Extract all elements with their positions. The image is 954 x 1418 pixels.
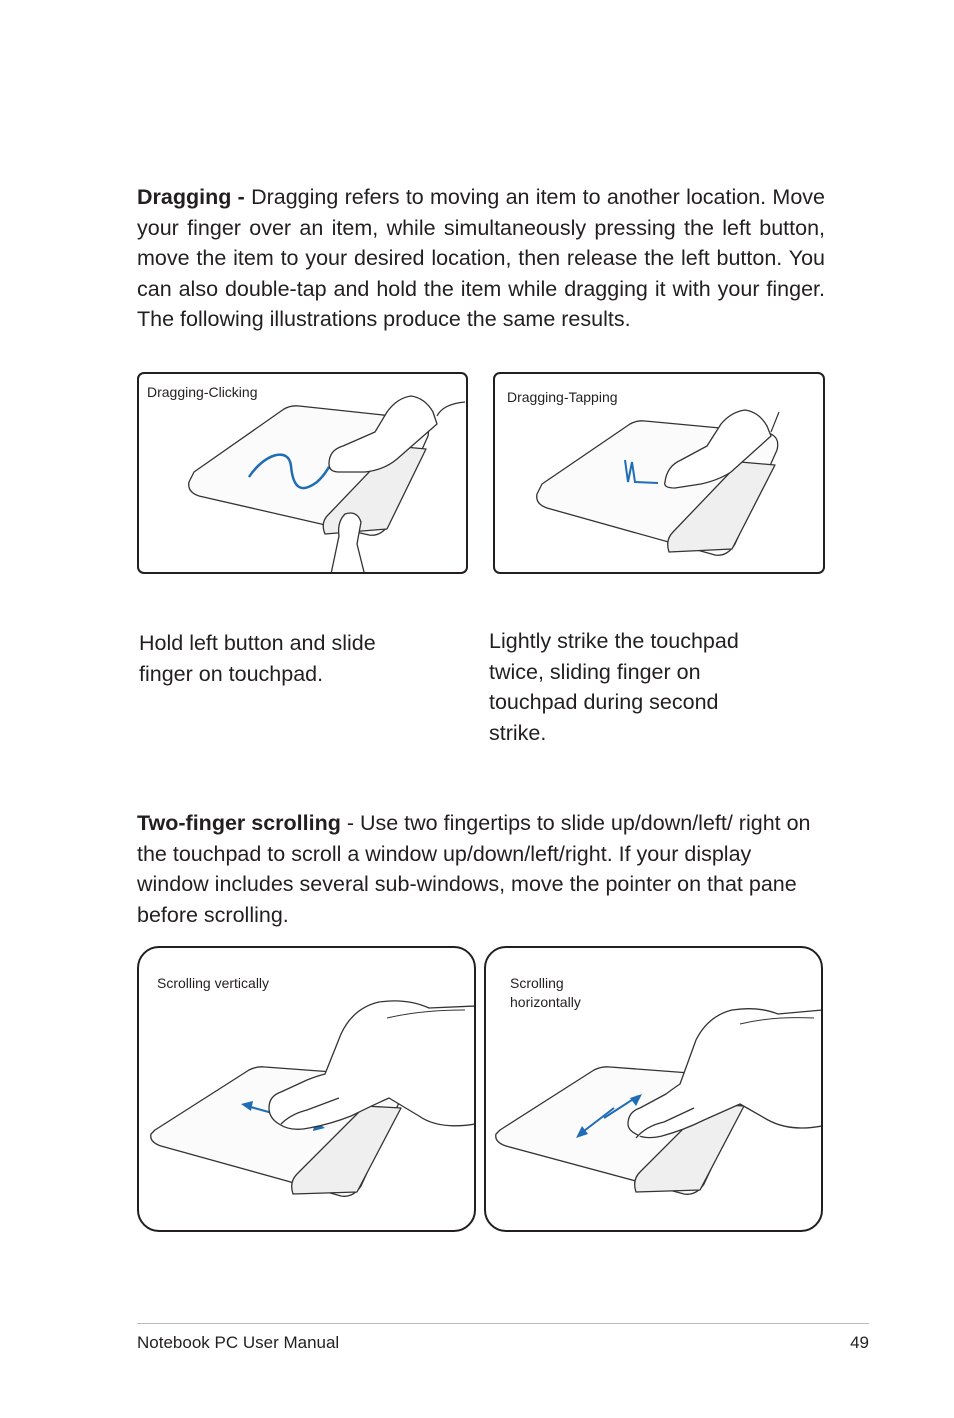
figure-label: Scrolling vertically bbox=[157, 975, 270, 991]
scrolling-term: Two-finger scrolling bbox=[137, 811, 341, 835]
figure-label: Dragging-Tapping bbox=[507, 389, 618, 405]
figure-scrolling-vertically bbox=[137, 946, 476, 1232]
dragging-description: Dragging refers to moving an item to another location. Move your finger over an item, while simultaneously pressing the left button, move the item to your desired location, then release the left button. You can also double-tap and hold the item while dragging it with your finger. The following illustrations produce the same results. bbox=[137, 185, 825, 331]
figure-dragging-tapping bbox=[493, 372, 825, 574]
footer-title: Notebook PC User Manual bbox=[137, 1333, 340, 1352]
caption-dragging-clicking: Hold left button and slide finger on touchpad. bbox=[139, 631, 376, 686]
figure-label-line2: horizontally bbox=[510, 994, 581, 1010]
figure-dragging-clicking bbox=[137, 372, 468, 574]
dragging-paragraph bbox=[137, 182, 825, 335]
figure-label: Dragging-Clicking bbox=[147, 384, 258, 400]
touchpad-drag-click-illustration bbox=[139, 374, 468, 574]
touchpad-scroll-horizontal-illustration bbox=[486, 948, 823, 1232]
figure-label-line1: Scrolling bbox=[510, 975, 564, 991]
figure-scrolling-horizontally bbox=[484, 946, 823, 1232]
touchpad-scroll-vertical-illustration bbox=[139, 948, 476, 1232]
footer-rule bbox=[137, 1323, 869, 1324]
page-number: 49 bbox=[850, 1333, 869, 1352]
caption-dragging-tapping: Lightly strike the touchpad twice, sliding finger on touchpad during second strike. bbox=[489, 629, 739, 745]
touchpad-drag-tap-illustration bbox=[495, 374, 825, 574]
scrolling-paragraph bbox=[137, 808, 827, 930]
dragging-term: Dragging - bbox=[137, 185, 245, 209]
scrolling-description: - Use two fingertips to slide up/down/left/ right on the touchpad to scroll a window up/down/left/right. If your display window includes several sub-windows, move the pointer on that pane before scrolling. bbox=[137, 811, 811, 927]
